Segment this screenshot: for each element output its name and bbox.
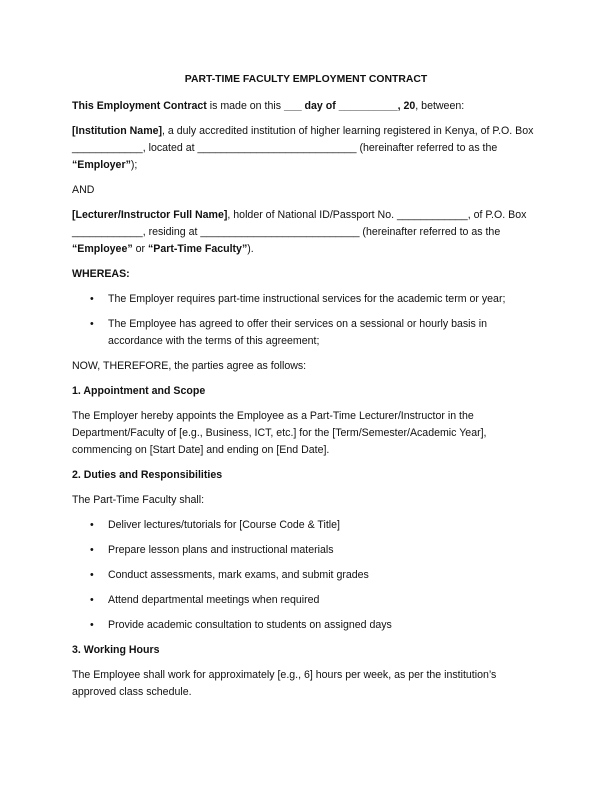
document-title: PART-TIME FACULTY EMPLOYMENT CONTRACT [184, 74, 428, 85]
section-1-body: The Employer hereby appoints the Employee as a Part-Time Lecturer/Instructor in the Department/Faculty of [e.g., Business, ICT, etc.] for the [Term/Semester/Academic Year], commencing on [Start Date] and ending on [End Date]. [72, 410, 487, 456]
employee-or: or [132, 243, 148, 255]
duties-list [72, 517, 540, 634]
intro-text: is made on this [206, 100, 284, 112]
employer-end: ); [130, 159, 138, 171]
section-3-body: The Employee shall work for approximately [e.g., 6] hours per week, as per the institution’s approved class schedule. [72, 669, 497, 698]
list-item: • The Employee has agreed to offer their services on a sessional or hourly basis in accordance with the terms of this agreement; [90, 318, 488, 347]
employee-end: ). [247, 243, 254, 255]
and-separator: AND [72, 184, 95, 196]
bullet-icon: • [90, 519, 94, 531]
employee-details: , holder of National ID/Passport No. ____________, of P.O. Box ____________, residing at ___________________________ (hereinafter referred to as the [72, 209, 527, 238]
bullet-icon: • [90, 569, 94, 581]
bullet-icon: • [90, 619, 94, 631]
intro-text-end: , between: [415, 100, 465, 112]
section-2-lead: The Part-Time Faculty shall: [72, 494, 205, 506]
employee-ref-alt: “Part-Time Faculty” [147, 243, 248, 255]
employer-details: , a duly accredited institution of higher learning registered in Kenya, of P.O. Box ____________, located at ___________________________ (hereinafter referred to as the [72, 125, 534, 154]
section-3-heading: 3. Working Hours [72, 644, 160, 656]
intro-bold-lead: This Employment Contract [72, 100, 207, 112]
bullet-icon: • [90, 293, 94, 305]
intro-paragraph [72, 98, 540, 115]
now-therefore-paragraph: NOW, THEREFORE, the parties agree as follows: [72, 360, 307, 372]
whereas-list [72, 291, 540, 350]
employee-paragraph [72, 207, 540, 258]
employee-name: [Lecturer/Instructor Full Name] [72, 209, 228, 221]
list-item: • Deliver lectures/tutorials for [Course Code & Title] [72, 517, 540, 534]
employer-name: [Institution Name] [72, 125, 163, 137]
employer-ref: “Employer” [72, 159, 131, 171]
bullet-icon: • [90, 544, 94, 556]
whereas-heading: WHEREAS: [72, 268, 130, 280]
section-2-heading: 2. Duties and Responsibilities [72, 469, 223, 481]
list-item: • Attend departmental meetings when required [72, 592, 540, 609]
list-item: • Provide academic consultation to students on assigned days [72, 617, 540, 634]
employee-ref: “Employee” [72, 243, 133, 255]
bullet-icon: • [90, 318, 94, 330]
intro-date-blank: ___ day of __________, 20 [283, 100, 416, 112]
employer-paragraph [72, 123, 540, 174]
list-item: • Conduct assessments, mark exams, and submit grades [72, 567, 540, 584]
section-1-heading: 1. Appointment and Scope [72, 385, 206, 397]
bullet-icon: • [90, 594, 94, 606]
list-item: • The Employer requires part-time instructional services for the academic term or year; [72, 291, 540, 308]
list-item: • Prepare lesson plans and instructional materials [72, 542, 540, 559]
